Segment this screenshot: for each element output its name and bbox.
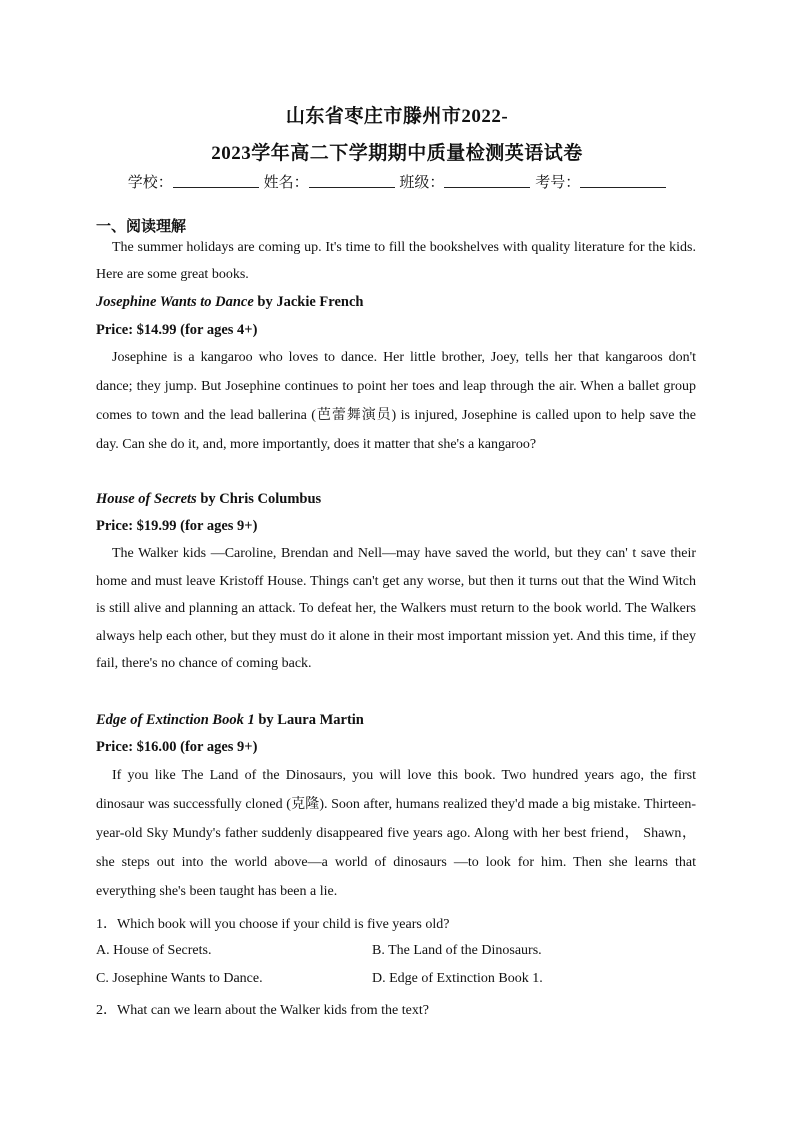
book-author: by Jackie French xyxy=(253,294,364,310)
option-c[interactable]: C. Josephine Wants to Dance. xyxy=(96,971,263,986)
exam-number-label: 考号： xyxy=(535,173,581,191)
book-title-line xyxy=(96,294,363,311)
option-a[interactable]: A. House of Secrets. xyxy=(96,943,212,958)
book-title-line xyxy=(96,712,364,729)
book-price: Price: $19.99 (for ages 9+) xyxy=(96,518,258,534)
book-author: by Chris Columbus xyxy=(196,491,322,507)
name-label: 姓名： xyxy=(263,173,309,191)
school-blank[interactable] xyxy=(173,174,259,188)
option-d[interactable]: D. Edge of Extinction Book 1. xyxy=(372,971,543,986)
student-info-line xyxy=(0,171,794,192)
book-title: House of Secrets xyxy=(96,491,197,507)
book-description: Josephine is a kangaroo who loves to dance. Her little brother, Joey, tells her that kangaroos don't dance; they jump. But Josephine continues to point her toes and leap through the air. When a ballet group comes to town and the lead ballerina (芭蕾舞演员) is injured, Josephine is called upon to help save the day. Can she do it, and, more importantly, does it matter that she's a kangaroo? xyxy=(96,350,696,452)
book-description: If you like The Land of the Dinosaurs, you will love this book. Two hundred years ago, the first dinosaur was successfully cloned (克隆). Soon after, humans realized they'd made a big mistake. Thirteen-year-old Sky Mundy's father suddenly disappeared five years ago. Along with her best friend， Shawn， she steps out into the world above—a world of dinosaurs —to look for him. Then she learns that everything she's been taught has been a lie. xyxy=(96,768,696,899)
exam-title-line-1: 山东省枣庄市滕州市2022- xyxy=(285,106,509,127)
exam-number-blank[interactable] xyxy=(580,174,666,188)
book-price: Price: $14.99 (for ages 4+) xyxy=(96,322,258,338)
question-2: 2．What can we learn about the Walker kids from the text? xyxy=(96,1003,429,1018)
question-1: 1．Which book will you choose if your child is five years old? xyxy=(96,917,450,932)
intro-paragraph: The summer holidays are coming up. It's time to fill the bookshelves with quality literature for the kids. Here are some great books. xyxy=(96,240,696,282)
class-blank[interactable] xyxy=(444,174,530,188)
book-price: Price: $16.00 (for ages 9+) xyxy=(96,739,258,755)
class-label: 班级： xyxy=(399,173,445,191)
book-description: The Walker kids —Caroline, Brendan and Nell—may have saved the world, but they can' t save their home and must leave Kristoff House. Things can't get any worse, but then it turns out that the Wind Witch is still alive and planning an attack. To defeat her, the Walkers must return to the book world. The Walkers always help each other, but they must do it alone in their most important mission yet. And this time, if they fail, there's no chance of coming back. xyxy=(96,546,696,672)
option-b[interactable]: B. The Land of the Dinosaurs. xyxy=(372,943,542,958)
name-blank[interactable] xyxy=(309,174,395,188)
school-label: 学校： xyxy=(127,173,173,191)
section-heading: 一、阅读理解 xyxy=(96,217,187,235)
book-title: Josephine Wants to Dance xyxy=(96,294,254,310)
book-title: Edge of Extinction Book 1 xyxy=(96,712,255,728)
exam-title-line-2: 2023学年高二下学期期中质量检测英语试卷 xyxy=(211,143,583,164)
book-title-line xyxy=(96,491,321,508)
book-author: by Laura Martin xyxy=(254,712,364,728)
